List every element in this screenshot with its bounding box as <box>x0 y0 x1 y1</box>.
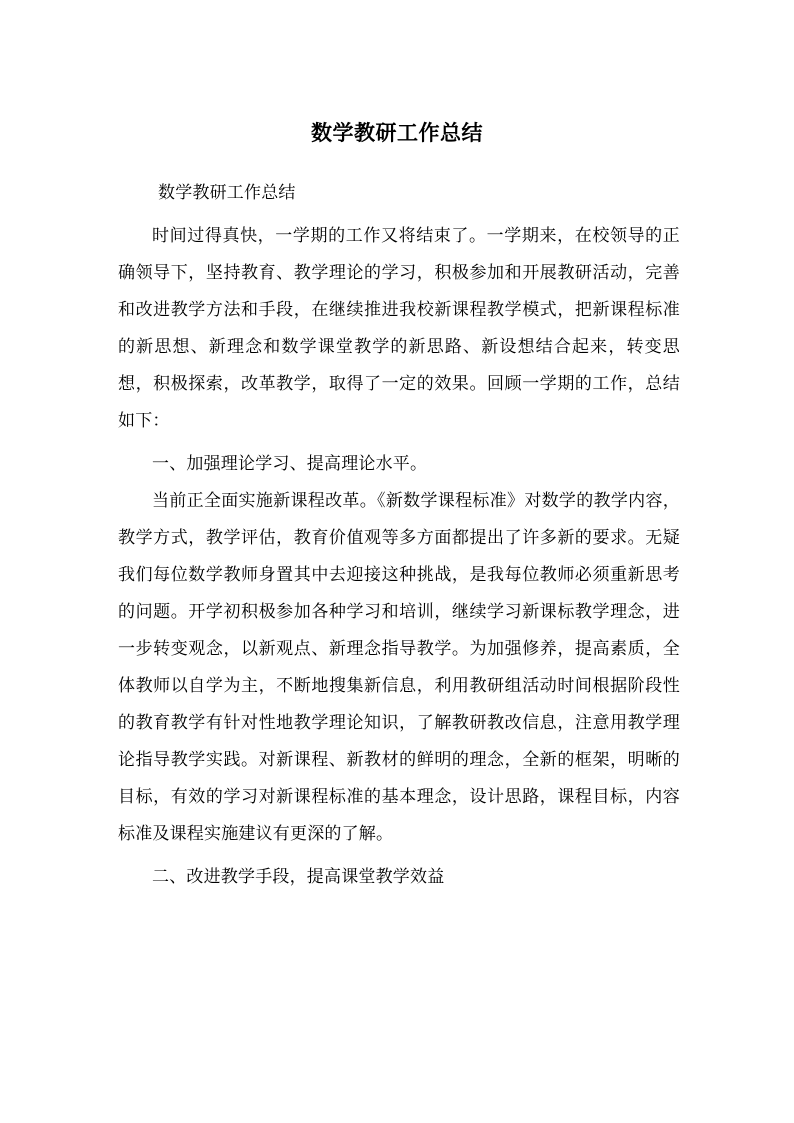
document-subtitle: 数学教研工作总结 <box>158 183 296 203</box>
section-heading-1: 一、加强理论学习、提高理论水平。 <box>152 454 428 474</box>
document-body <box>118 175 680 896</box>
paragraph-intro: 时间过得真快，一学期的工作又将结束了。一学期来，在校领导的正确领导下，坚持教育、教学理论的学习，积极参加和开展教研活动，完善和改进教学方法和手段，在继续推进我校新课程教学模式，把新课程标准的新思想、新理念和数学课堂教学的新思路、新设想结合起来，转变思想，积极探索，改革教学，取得了一定的效果。回顾一学期的工作，总结如下： <box>118 226 680 431</box>
document-title: 数学教研工作总结 <box>311 121 483 145</box>
paragraph-section-1: 当前正全面实施新课程改革。《新数学课程标准》对数学的教学内容，教学方式，教学评估，教育价值观等多方面都提出了许多新的要求。无疑我们每位数学教师身置其中去迎接这种挑战，是我每位教师必须重新思考的问题。开学初积极参加各种学习和培训，继续学习新课标教学理念，进一步转变观念，以新观点、新理念指导教学。为加强修养，提高素质，全体教师以自学为主，不断地搜集新信息，利用教研组活动时间根据阶段性的教育教学有针对性地教学理论知识，了解教研教改信息，注意用教学理论指导教学实践。对新课程、新教材的鲜明的理念，全新的框架，明晰的目标，有效的学习对新课程标准的基本理念，设计思路，课程目标，内容标准及课程实施建议有更深的了解。 <box>118 491 680 844</box>
section-heading-2: 二、改进教学手段，提高课堂教学效益 <box>152 867 445 887</box>
